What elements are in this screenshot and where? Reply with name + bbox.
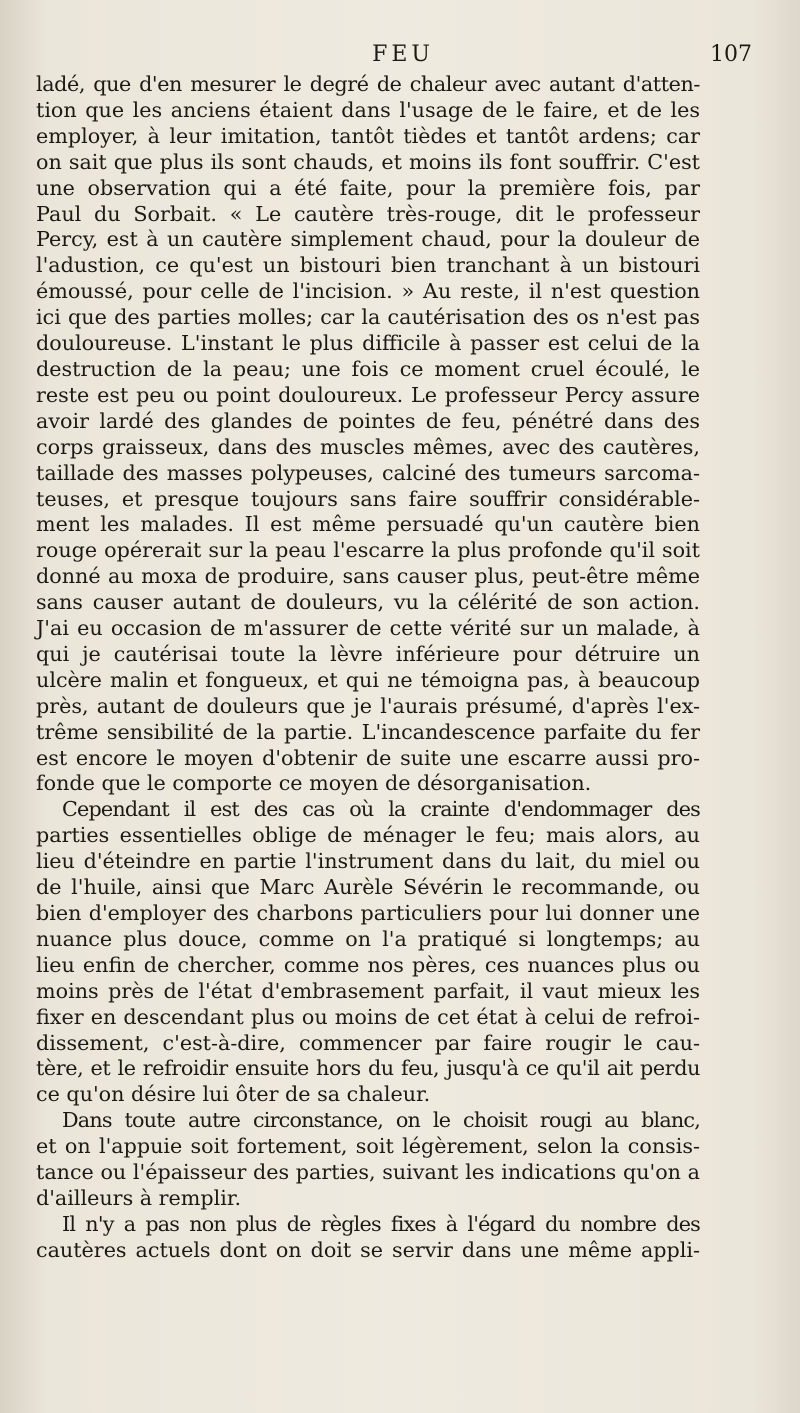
text-line: douloureuse. L'instant le plus difficile à passer est celui de la [36, 331, 700, 356]
text-line: J'ai eu occasion de m'assurer de cette vérité sur un malade, à [36, 616, 700, 641]
text-line: lieu d'éteindre en partie l'instrument dans du lait, du miel ou [36, 849, 700, 874]
text-line: nuance plus douce, comme on l'a pratiqué si longtemps; au [36, 926, 700, 951]
text-line: tère, et le refroidir ensuite hors du feu, jusqu'à ce qu'il ait perdu [36, 1056, 700, 1081]
paragraph-start-line: Il n'y a pas non plus de règles fixes à l'égard du nombre des [62, 1211, 700, 1236]
text-line: d'ailleurs à remplir. [36, 1185, 242, 1210]
text-line: sans causer autant de douleurs, vu la célérité de son action. [36, 590, 700, 615]
page-number: 107 [710, 42, 752, 67]
text-line: corps graisseux, dans des muscles mêmes, avec des cautères, [36, 434, 700, 459]
text-line: rouge opérerait sur la peau l'escarre la plus profonde qu'il soit [36, 538, 700, 563]
text-line: qui je cautérisai toute la lèvre inférieure pour détruire un [36, 641, 700, 666]
text-line: teuses, et presque toujours sans faire souffrir considérable- [36, 486, 700, 511]
text-line: ladé, que d'en mesurer le degré de chaleur avec autant d'atten- [36, 72, 700, 96]
text-line: tion que les anciens étaient dans l'usage de le faire, et de les [36, 97, 700, 122]
text-line: taillade des masses polypeuses, calciné des tumeurs sarcoma- [36, 460, 700, 485]
text-line: tance ou l'épaisseur des parties, suivant les indications qu'on a [36, 1160, 700, 1185]
text-line: employer, à leur imitation, tantôt tièdes et tantôt ardens; car [36, 123, 700, 148]
text-line: ce qu'on désire lui ôter de sa chaleur. [36, 1082, 431, 1107]
text-line: près, autant de douleurs que je l'aurais présumé, d'après l'ex- [36, 693, 700, 718]
text-line: moins près de l'état d'embrasement parfait, il vaut mieux les [36, 978, 700, 1003]
text-line: dissement, c'est-à-dire, commencer par faire rougir le cau- [36, 1030, 700, 1055]
paragraph-start-line: Cependant il est des cas où la crainte d'endommager des [62, 797, 700, 822]
text-line: émoussé, pour celle de l'incision. » Au reste, il n'est question [36, 279, 700, 304]
text-line: bien d'employer des charbons particuliers pour lui donner une [36, 901, 700, 925]
text-line: ment les malades. Il est même persuadé qu'un cautère bien [36, 512, 700, 537]
text-line: une observation qui a été faite, pour la première fois, par [36, 175, 700, 200]
text-line: Paul du Sorbait. « Le cautère très-rouge, dit le professeur [36, 201, 700, 226]
body-text [36, 72, 700, 1264]
text-line: Percy, est à un cautère simplement chaud, pour la douleur de [36, 227, 700, 252]
running-head [36, 38, 770, 72]
text-line: destruction de la peau; une fois ce moment cruel écoulé, le [36, 356, 700, 381]
paragraph-start-line: Dans toute autre circonstance, on le choisit rougi au blanc, [62, 1108, 700, 1133]
text-line: lieu enfin de chercher, comme nos pères, ces nuances plus ou [36, 952, 700, 977]
text-line: avoir lardé des glandes de pointes de feu, pénétré dans des [36, 408, 700, 433]
text-line: trême sensibilité de la partie. L'incandescence parfaite du fer [36, 719, 700, 744]
text-line: l'adustion, ce qu'est un bistouri bien tranchant à un bistouri [36, 253, 700, 278]
text-line: parties essentielles oblige de ménager le feu; mais alors, au [36, 823, 700, 848]
text-line: cautères actuels dont on doit se servir dans une même appli- [36, 1237, 700, 1262]
text-line: reste est peu ou point douloureux. Le professeur Percy assure [36, 382, 700, 407]
text-line: et on l'appuie soit fortement, soit légèrement, selon la consis- [36, 1134, 700, 1159]
text-line: ici que des parties molles; car la cautérisation des os n'est pas [36, 305, 700, 330]
text-line: on sait que plus ils sont chauds, et moins ils font souffrir. C'est [36, 149, 700, 174]
text-line: donné au moxa de produire, sans causer plus, peut-être même [36, 564, 700, 589]
text-line: de l'huile, ainsi que Marc Aurèle Sévérin le recommande, ou [36, 875, 700, 900]
running-title: FEU [372, 42, 434, 67]
text-line: fixer en descendant plus ou moins de cet état à celui de refroi- [36, 1004, 700, 1029]
text-line: ulcère malin et fongueux, et qui ne témoigna pas, à beaucoup [36, 667, 700, 692]
text-line: fonde que le comporte ce moyen de désorganisation. [36, 771, 592, 796]
text-line: est encore le moyen d'obtenir de suite une escarre aussi pro- [36, 745, 700, 770]
